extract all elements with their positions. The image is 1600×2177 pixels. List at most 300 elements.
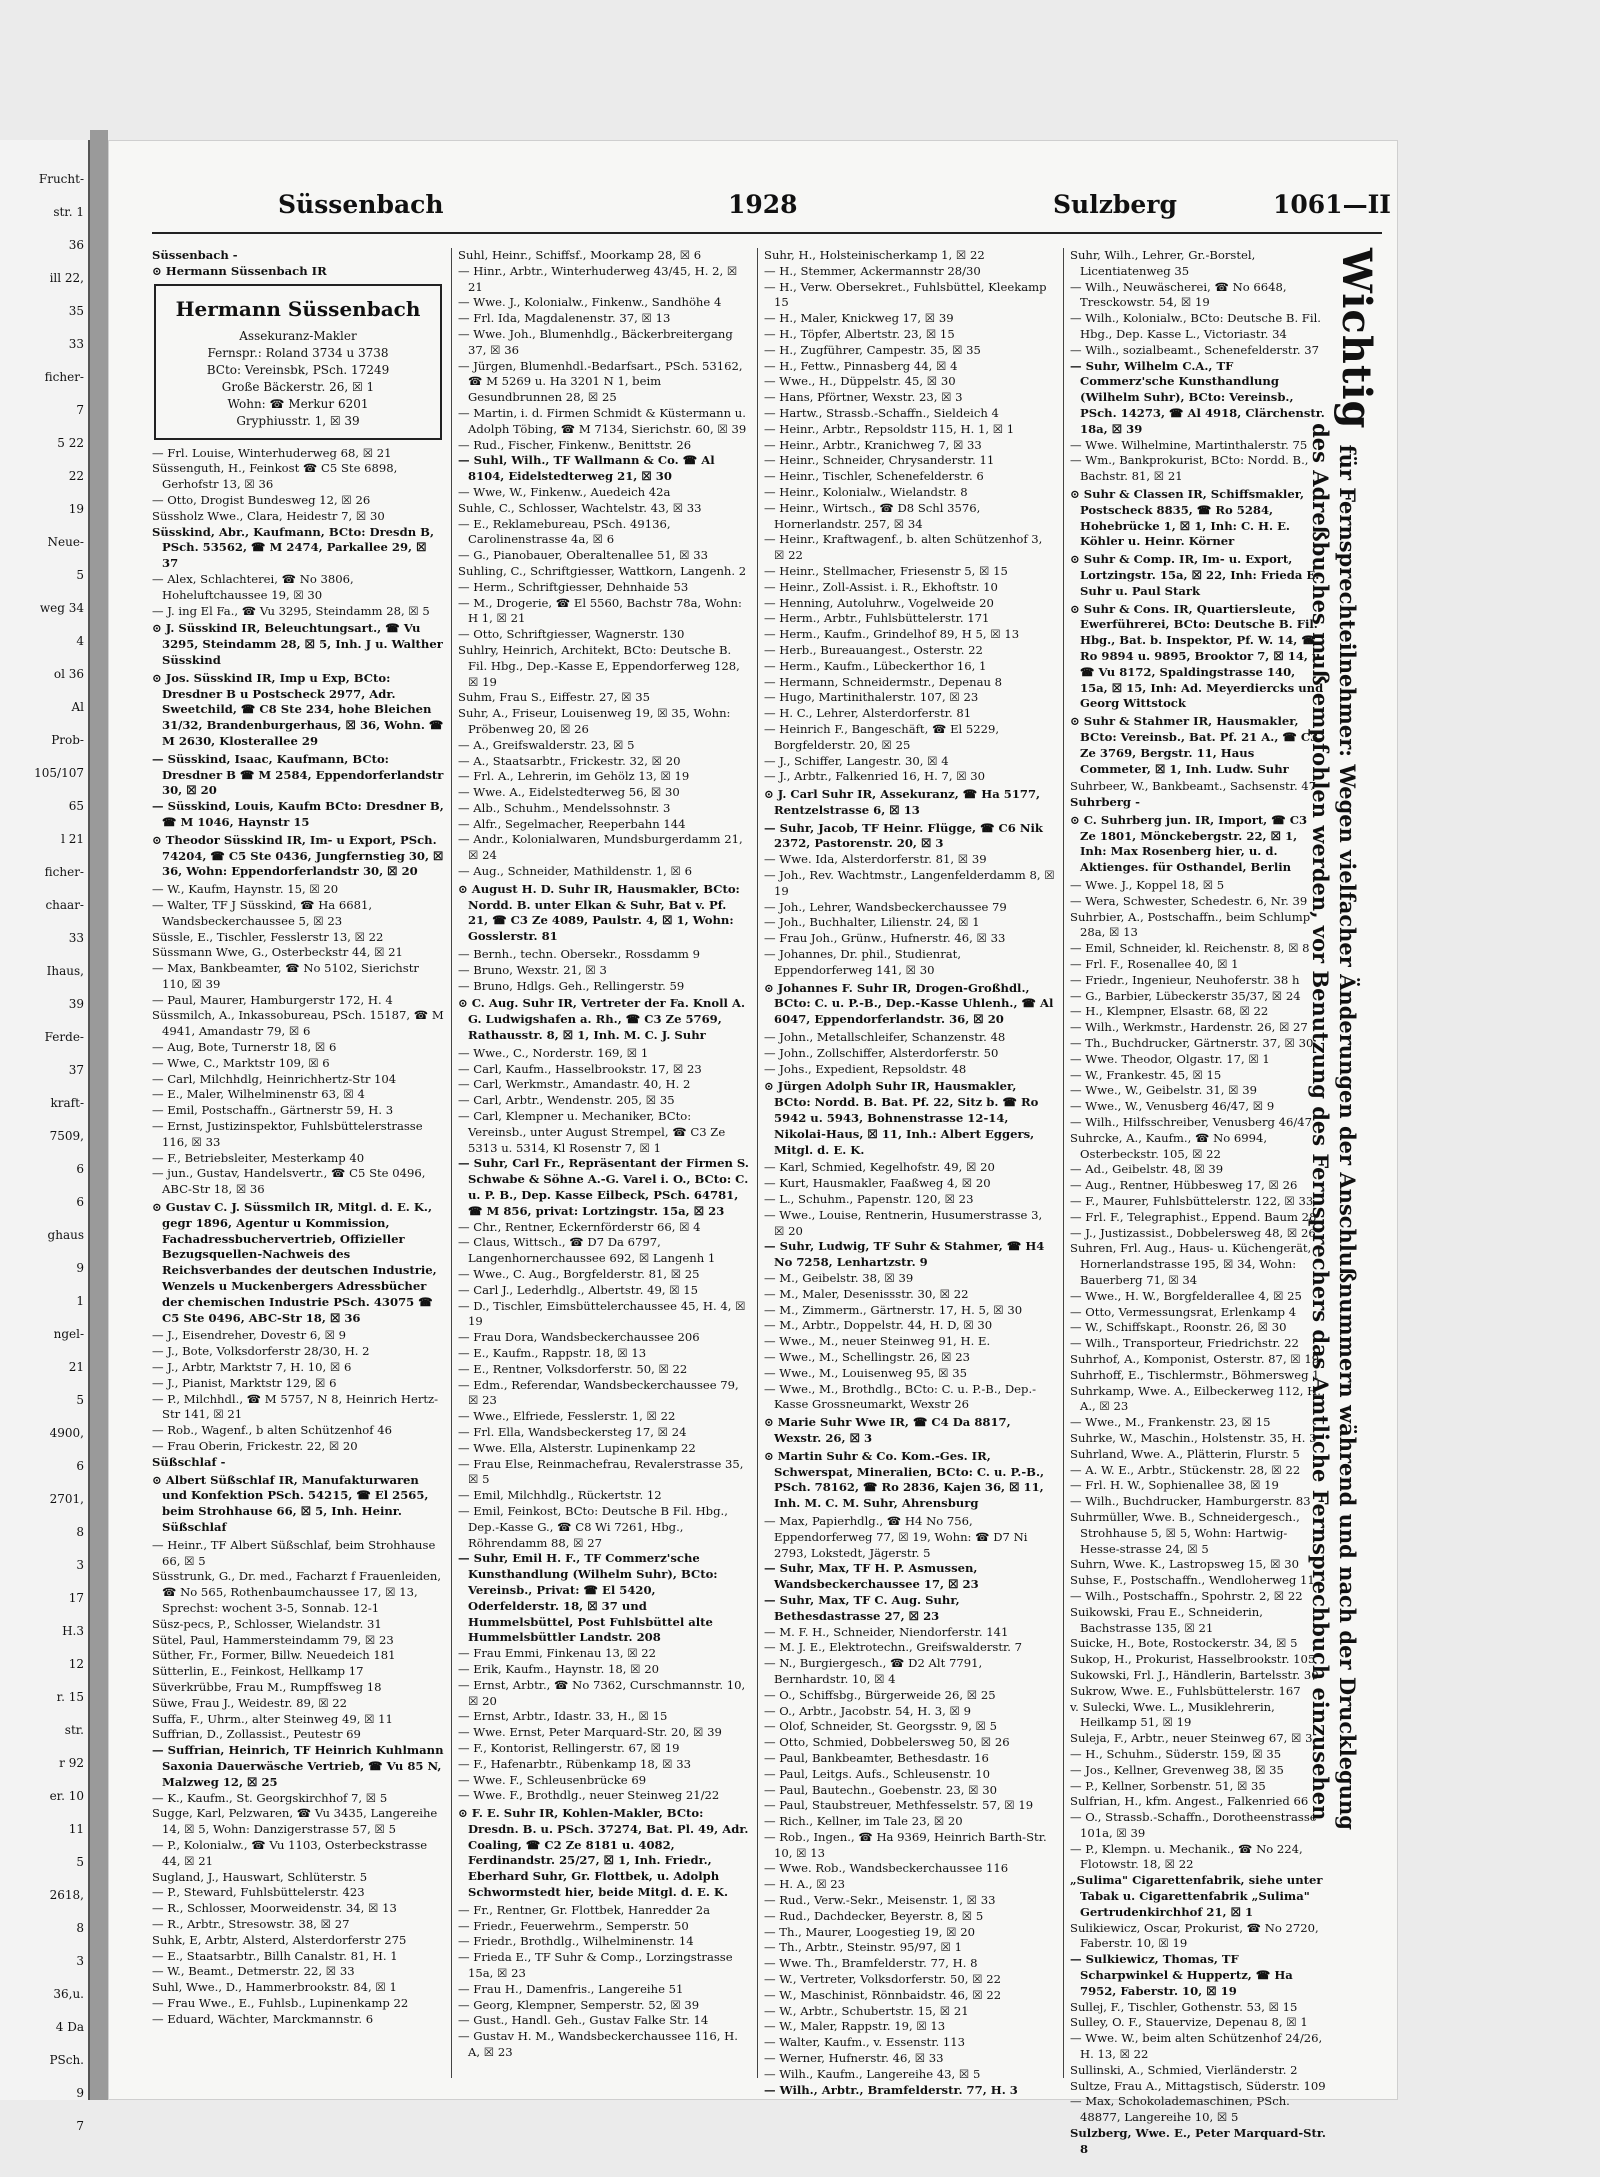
directory-entry: Süssenguth, H., Feinkost ☎ C5 Ste 6898, Gerhofstr 13, ☒ 36	[152, 461, 398, 492]
directory-entry: Suikowski, Frau E., Schneiderin, Bachstrasse 135, ☒ 21	[1070, 1604, 1263, 1635]
left-page-text-fragment: Frucht-	[38, 172, 84, 186]
directory-entry: — M. F. H., Schneider, Niendorferstr. 141	[764, 1624, 1009, 1639]
directory-entry: — Frau Else, Reinmachefrau, Revalerstrasse 35, ☒ 5	[458, 1456, 744, 1487]
directory-entry: Suhrbier, A., Postschaffn., beim Schlump 28a, ☒ 13	[1070, 909, 1311, 940]
directory-entry: — Rich., Kellner, im Tale 23, ☒ 20	[764, 1814, 963, 1829]
directory-entry: Suhrcke, A., Kaufm., ☎ No 6994, Osterbeckstr. 105, ☒ 22	[1070, 1130, 1268, 1161]
directory-entry: — G., Barbier, Lübeckerstr 35/37, ☒ 24	[1070, 988, 1301, 1003]
directory-entry: — H., Klempner, Elsastr. 68, ☒ 22	[1070, 1004, 1269, 1019]
left-page-text-fragment: 7	[76, 2119, 84, 2133]
directory-entry: — Wwe., M., Brothdlg., BCto: C. u. P.-B., Dep.-Kasse Grossneumarkt, Wexstr 26	[764, 1381, 1037, 1412]
directory-entry: — H., Schuhm., Süderstr. 159, ☒ 35	[1070, 1746, 1282, 1761]
directory-entry: — J., Eisendreher, Dovestr 6, ☒ 9	[152, 1328, 347, 1343]
left-page-text-fragment: str. 1	[53, 205, 84, 219]
ad-line: Gryphiusstr. 1, ☒ 39	[236, 413, 360, 428]
directory-entry: — Emil, Feinkost, BCto: Deutsche B Fil. Hbg., Dep.-Kasse G., ☎ C8 Wi 7261, Hbg., Röhrendamm 88, ☒ 27	[458, 1503, 728, 1550]
directory-entry: Süssenbach -	[152, 248, 238, 262]
directory-entry: — Heinr., Schneider, Chrysanderstr. 11	[764, 453, 995, 468]
firm-entry: ⊙ Marie Suhr Wwe IR, ☎ C4 Da 8817, Wexstr. 26, ☒ 3	[764, 1415, 1011, 1445]
left-page-text-fragment: 33	[68, 337, 84, 351]
directory-entry: Suhk, E, Arbtr, Alsterd, Alsterdorferstr 275	[152, 1932, 407, 1947]
left-page-text-fragment: 4	[76, 634, 84, 648]
directory-entry: — Wwe. Wilhelmine, Martinthalerstr. 75	[1070, 437, 1308, 452]
directory-entry: — John., Zollschiffer, Alsterdorferstr. 50	[764, 1045, 999, 1060]
firm-entry: ⊙ Johannes F. Suhr IR, Drogen-Großhdl., BCto: C. u. P.-B., Dep.-Kasse Uhlenh., ☎ Al 6047, Eppendorferlandstr. 36, ☒ 20	[764, 980, 1054, 1027]
left-page-text-fragment: Ferde-	[44, 1030, 84, 1044]
directory-entry: — E., Rentner, Volksdorferstr. 50, ☒ 22	[458, 1361, 688, 1376]
directory-entry: — Wwe., M., neuer Steinweg 91, H. E.	[764, 1334, 991, 1349]
directory-entry: — E., Maler, Wilhelminenstr 63, ☒ 4	[152, 1087, 365, 1102]
directory-entry: — Walter, TF J Süsskind, ☎ Ha 6681, Wandsbeckerchaussee 5, ☒ 23	[152, 897, 373, 928]
directory-entry: — Wwe., M., Schellingstr. 26, ☒ 23	[764, 1349, 970, 1364]
directory-entry: — A., Staatsarbtr., Frickestr. 32, ☒ 20	[458, 753, 681, 768]
directory-entry: Suhrmüller, Wwe. B., Schneidergesch., Strohhause 5, ☒ 5, Wohn: Hartwig-Hesse-strasse 24, ☒ 5	[1070, 1509, 1300, 1556]
directory-entry: Sukop, H., Prokurist, Hasselbrookstr. 105	[1070, 1652, 1316, 1667]
left-page-text-fragment: 5 22	[57, 436, 84, 450]
left-page-text-fragment: 5	[76, 1855, 84, 1869]
left-page-text-fragment: 17	[68, 1591, 84, 1605]
directory-entry: — R., Arbtr., Stresowstr. 38, ☒ 27	[152, 1916, 350, 1931]
directory-entry: — P., Klempn. u. Mechanik., ☎ No 224, Flotowstr. 18, ☒ 22	[1070, 1841, 1303, 1872]
directory-entry: — P., Kolonialw., ☎ Vu 1103, Osterbeckstrasse 44, ☒ 21	[152, 1837, 428, 1868]
left-page-text-fragment: 12	[68, 1657, 84, 1671]
left-page-text-fragment: 3	[76, 1558, 84, 1572]
directory-entry: — Wwe. Theodor, Olgastr. 17, ☒ 1	[1070, 1051, 1270, 1066]
directory-entry: — Heinr., Kraftwagenf., b. alten Schützenhof 3, ☒ 22	[764, 532, 1043, 563]
left-page-text-fragment: ol 36	[53, 667, 84, 681]
directory-entry: — Chr., Rentner, Eckernförderstr 66, ☒ 4	[458, 1219, 701, 1234]
directory-entry: — Wwe. Ida, Alsterdorferstr. 81, ☒ 39	[764, 852, 987, 867]
directory-entry: — Herm., Schriftgiesser, Dehnhaide 53	[458, 579, 689, 594]
directory-entry: — Friedr., Brothdlg., Wilhelminenstr. 14	[458, 1934, 694, 1949]
directory-entry: Suffa, F., Uhrm., alter Steinweg 49, ☒ 11	[152, 1711, 393, 1726]
directory-entry: — H., Stemmer, Ackermannstr 28/30	[764, 263, 981, 278]
directory-entry: — H., Zugführer, Campestr. 35, ☒ 35	[764, 342, 981, 357]
vertical-notice-banner	[1308, 248, 1388, 2068]
directory-entry: — H., Töpfer, Albertstr. 23, ☒ 15	[764, 326, 955, 341]
directory-column-4	[1070, 248, 1326, 2156]
directory-entry: — Friedr., Ingenieur, Neuhoferstr. 38 h	[1070, 972, 1300, 987]
directory-entry: — Wilh., sozialbeamt., Schenefelderstr. 37	[1070, 342, 1319, 357]
directory-entry: — Frl. Louise, Winterhuderweg 68, ☒ 21	[152, 445, 392, 460]
left-page-text-fragment: 2701,	[49, 1492, 84, 1506]
directory-entry: — F., Maurer, Fuhlsbüttelerstr. 122, ☒ 33	[1070, 1194, 1314, 1209]
directory-entry: — Heinr., Stellmacher, Friesenstr 5, ☒ 15	[764, 563, 1008, 578]
firm-entry: ⊙ Theodor Süsskind IR, Im- u Export, PSch. 74204, ☎ C5 Ste 0436, Jungfernstieg 30, ☒ 36, Wohn: Eppendorferlandstr 30, ☒ 20	[152, 832, 444, 879]
header-year: 1928	[728, 190, 798, 219]
directory-entry: Suhrbeer, W., Bankbeamt., Sachsenstr. 47	[1070, 779, 1317, 794]
directory-entry: — Aug, Bote, Turnerstr 18, ☒ 6	[152, 1040, 337, 1055]
directory-entry: — Frl. F., Rosenallee 40, ☒ 1	[1070, 957, 1239, 972]
directory-entry: — H., Maler, Knickweg 17, ☒ 39	[764, 311, 954, 326]
left-page-text-fragment: 36	[68, 238, 84, 252]
directory-entry: — Paul, Staubstreuer, Methfesselstr. 57, ☒ 19	[764, 1798, 1034, 1813]
directory-entry: — Wwe. F., Brothdlg., neuer Steinweg 21/22	[458, 1788, 720, 1803]
directory-entry: — P., Kellner, Sorbenstr. 51, ☒ 35	[1070, 1778, 1266, 1793]
directory-entry: — Frl. H. W., Sophienallee 38, ☒ 19	[1070, 1478, 1279, 1493]
directory-entry: — Wwe., Louise, Rentnerin, Husumerstrasse 3, ☒ 20	[764, 1207, 1043, 1238]
advertisement-box	[154, 284, 442, 440]
book-gutter	[90, 130, 108, 2100]
left-page-text-fragment: 8	[76, 1921, 84, 1935]
left-page-text-fragment: Al	[71, 700, 84, 714]
directory-entry: Suffrian, D., Zollassist., Peutestr 69	[152, 1727, 361, 1742]
directory-entry: — M., Drogerie, ☎ El 5560, Bachstr 78a, Wohn: H 1, ☒ 21	[458, 595, 742, 626]
directory-entry: — Wilh., Arbtr., Bramfelderstr. 77, H. 3	[764, 2082, 1018, 2097]
directory-entry: — E., Kaufm., Rappstr. 18, ☒ 13	[458, 1345, 647, 1360]
firm-entry: ⊙ Suhr & Classen IR, Schiffsmakler, Postscheck 8835, ☎ Ro 5284, Hohebrücke 1, ☒ 1, Inh: C. H. E. Köhler u. Heinr. Körner	[1070, 486, 1305, 549]
directory-column-2	[458, 248, 750, 2078]
directory-entry: — Emil, Postschaffn., Gärtnerstr 59, H. 3	[152, 1103, 394, 1118]
directory-entry: Suhl, Heinr., Schiffsf., Moorkamp 28, ☒ 6	[458, 248, 702, 262]
left-page-text-fragment: 4900,	[49, 1426, 84, 1440]
directory-entry: — Herb., Bureauangest., Osterstr. 22	[764, 642, 983, 657]
directory-entry: — Gustav H. M., Wandsbeckerchaussee 116, H. A, ☒ 23	[458, 2029, 738, 2060]
directory-entry: — Carl, Milchhdlg, Heinrichhertz-Str 104	[152, 1071, 397, 1086]
directory-entry: — Wilh., Transporteur, Friedrichstr. 22	[1070, 1336, 1299, 1351]
directory-entry: — Heinr., TF Albert Süßschlaf, beim Strohhause 66, ☒ 5	[152, 1537, 436, 1568]
directory-entry: — Hartw., Strassb.-Schaffn., Sieldeich 4	[764, 405, 999, 420]
directory-entry: — Bruno, Hdlgs. Geh., Rellingerstr. 59	[458, 978, 685, 993]
directory-entry: — Wwe., H., Düppelstr. 45, ☒ 30	[764, 374, 956, 389]
left-page-text-fragment: ghaus	[47, 1228, 84, 1242]
left-page-text-fragment: 35	[68, 304, 84, 318]
directory-entry: — Frau Joh., Grünw., Hufnerstr. 46, ☒ 33	[764, 931, 1006, 946]
header-right-keyword: Sulzberg	[1053, 190, 1177, 219]
directory-entry: — Frl. F., Telegraphist., Eppend. Baum 28	[1070, 1209, 1317, 1224]
column-divider	[1063, 248, 1064, 2078]
directory-entry: Suhse, F., Postschaffn., Wendloherweg 11	[1070, 1573, 1315, 1588]
directory-entry: — H., Verw. Obersekret., Fuhlsbüttel, Kleekamp 15	[764, 279, 1047, 310]
directory-entry: Suhr, A., Friseur, Louisenweg 19, ☒ 35, Wohn: Pröbenweg 20, ☒ 26	[458, 706, 731, 736]
directory-entry: — Frl. Ida, Magdalenenstr. 37, ☒ 13	[458, 311, 671, 326]
directory-entry: v. Sulecki, Wwe. L., Musiklehrerin, Heilkamp 51, ☒ 19	[1070, 1699, 1275, 1730]
directory-entry: — jun., Gustav, Handelsvertr., ☎ C5 Ste 0496, ABC-Str 18, ☒ 36	[152, 1166, 426, 1197]
firm-entry: ⊙ J. Carl Suhr IR, Assekuranz, ☎ Ha 5177, Rentzelstrasse 6, ☒ 13	[764, 787, 1041, 817]
directory-entry: „Sulima" Cigarettenfabrik, siehe unter Tabak u. Cigarettenfabrik „Sulima" Gertrudenkirchhof 21, ☒ 1	[1070, 1873, 1323, 1919]
directory-entry: — E., Staatsarbtr., Billh Canalstr. 81, H. 1	[152, 1948, 398, 1963]
directory-entry: — Bernh., techn. Obersekr., Rossdamm 9	[458, 947, 700, 962]
directory-entry: Suicke, H., Bote, Rostockerstr. 34, ☒ 5	[1070, 1636, 1298, 1651]
directory-entry: — Wwe. Th., Bramfelderstr. 77, H. 8	[764, 1956, 978, 1971]
directory-entry: Sukowski, Frl. J., Händlerin, Bartelsstr. 30	[1070, 1667, 1319, 1682]
firm-entry: ⊙ Martin Suhr & Co. Kom.-Ges. IR, Schwerspat, Mineralien, BCto: C. u. P.-B., PSch. 78162, ☎ Ro 2836, Kajen 36, ☒ 11, Inh. M. C. M. Suhr, Ahrensburg	[764, 1448, 1045, 1511]
directory-entry: — Th., Buchdrucker, Gärtnerstr. 37, ☒ 30	[1070, 1036, 1314, 1051]
firm-entry: ⊙ F. E. Suhr IR, Kohlen-Makler, BCto: Dresdn. B. u. PSch. 37274, Bat. Pl. 49, Adr. Coaling, ☎ C2 Ze 8181 u. 4082, Ferdinandstr. 25/27, ☒ 1, Inh. Friedr., Eberhard Suhr, Gr. Flottbek, u. Adolph Schwormstedt hier, beide Mitgl. d. E. K.	[458, 1806, 749, 1900]
header-rule	[152, 232, 1382, 234]
directory-entry: — Max, Papierhdlg., ☎ H4 No 756, Eppendorferweg 77, ☒ 19, Wohn: ☎ D7 Ni 2793, Lokstedt, Jägerstr. 5	[764, 1513, 1028, 1560]
left-page-text-fragment: 7509,	[49, 1129, 84, 1143]
directory-entry: — Wwe. Rob., Wandsbeckerchaussee 116	[764, 1861, 1009, 1876]
left-page-text-fragment: ngel-	[53, 1327, 84, 1341]
directory-entry: — D., Tischler, Eimsbüttelerchaussee 45, H. 4, ☒ 19	[458, 1298, 746, 1329]
left-page-text-fragment: PSch.	[49, 2053, 84, 2067]
directory-entry: — Wwe, C., Marktstr 109, ☒ 6	[152, 1055, 330, 1070]
directory-entry: Süverkrübbe, Frau M., Rumpffsweg 18	[152, 1679, 382, 1694]
page-header	[148, 190, 1391, 230]
directory-entry: — Wwe., C. Aug., Borgfelderstr. 81, ☒ 25	[458, 1267, 700, 1281]
directory-entry: — Frau Oberin, Frickestr. 22, ☒ 20	[152, 1439, 358, 1453]
directory-entry: — Rob., Ingen., ☎ Ha 9369, Heinrich Barth-Str. 10, ☒ 13	[764, 1829, 1047, 1860]
directory-entry: Süssle, E., Tischler, Fesslerstr 13, ☒ 22	[152, 929, 384, 944]
left-page-text-fragment: 6	[76, 1162, 84, 1176]
directory-entry: Suhr, H., Holsteinischerkamp 1, ☒ 22	[764, 248, 985, 262]
directory-entry: — A. W. E., Arbtr., Stückenstr. 28, ☒ 22	[1070, 1462, 1301, 1477]
directory-entry: — Wwe., W., Geibelstr. 31, ☒ 39	[1070, 1083, 1258, 1098]
directory-entry: — Jos., Kellner, Grevenweg 38, ☒ 35	[1070, 1762, 1284, 1777]
firm-entry: ⊙ Gustav C. J. Süssmilch IR, Mitgl. d. E. K., gegr 1896, Agentur u Kommission, Fachadressbuchervertrieb, Offizieller Bezugsquellen-Nachweis des Reichsverbandes der deutschen Industrie, Wenzels u Muckenbergers Adressbücher der chemischen Industrie PSch. 43075 ☎ C5 Ste 0496, ABC-Str 18, ☒ 36	[152, 1200, 437, 1325]
directory-entry: — Wilh., Postschaffn., Spohrstr. 2, ☒ 22	[1070, 1588, 1303, 1603]
left-page-text-fragment: 22	[68, 469, 84, 483]
directory-entry: — Wwe, W., Finkenw., Auedeich 42a	[458, 484, 671, 499]
firm-entry: ⊙ August H. D. Suhr IR, Hausmakler, BCto: Nordd. B. unter Elkan & Suhr, Bat v. Pf. 21, ☎ C3 Ze 4089, Paulstr. 4, ☒ 1, Wohn: Gosslerstr. 81	[458, 881, 740, 944]
directory-entry: — L., Schuhm., Papenstr. 120, ☒ 23	[764, 1192, 974, 1207]
directory-entry: Süssmilch, A., Inkassobureau, PSch. 15187, ☎ M 4941, Amandastr 79, ☒ 6	[152, 1008, 444, 1039]
left-page-text-fragment: Neue-	[47, 535, 84, 549]
directory-entry: — O., Strassb.-Schaffn., Dorotheenstrasse 101a, ☒ 39	[1070, 1810, 1317, 1840]
directory-entry: — Ernst, Arbtr., ☎ No 7362, Curschmannstr. 10, ☒ 20	[458, 1677, 746, 1708]
directory-entry: — Frau Dora, Wandsbeckerchaussee 206	[458, 1330, 700, 1345]
directory-entry: — W., Vertreter, Volksdorferstr. 50, ☒ 22	[764, 1972, 1001, 1987]
directory-entry: — Kurt, Hausmakler, Faaßweg 4, ☒ 20	[764, 1176, 991, 1191]
directory-entry: Suhlry, Heinrich, Architekt, BCto: Deutsche B. Fil. Hbg., Dep.-Kasse E, Eppendorferweg 128, ☒ 19	[458, 642, 740, 689]
directory-entry: — J., Arbtr., Falkenried 16, H. 7, ☒ 30	[764, 769, 986, 784]
directory-entry: — Otto, Schmied, Dobbelersweg 50, ☒ 26	[764, 1735, 1010, 1750]
notice-heading: Wichtig	[1333, 248, 1380, 430]
directory-entry: — Wwe. J., Kolonialw., Finkenw., Sandhöhe 4	[458, 295, 722, 310]
header-left-keyword: Süssenbach	[278, 190, 444, 219]
directory-entry: Sulfrian, H., kfm. Angest., Falkenried 66	[1070, 1794, 1309, 1809]
left-page-text-fragment: weg 34	[39, 601, 84, 615]
directory-entry: — Wwe., Elfriede, Fesslerstr. 1, ☒ 22	[458, 1409, 676, 1424]
directory-entry: — Jürgen, Blumenhdl.-Bedarfsart., PSch. 53162, ☎ M 5269 u. Ha 3201 N 1, beim Gesundbrunnen 28, ☒ 25	[458, 358, 743, 405]
directory-entry: — F., Betriebsleiter, Mesterkamp 40	[152, 1150, 365, 1165]
directory-entry: Suhm, Frau S., Eiffestr. 27, ☒ 35	[458, 690, 650, 705]
left-page-text-fragment: 105/107	[34, 766, 84, 780]
directory-entry: — J., Pianist, Marktstr 129, ☒ 6	[152, 1375, 337, 1390]
directory-entry: — N., Burgiergesch., ☎ D2 Alt 7791, Bernhardstr. 10, ☒ 4	[764, 1656, 983, 1686]
ad-line: Wohn: ☎ Merkur 6201	[227, 396, 369, 411]
firm-entry: ⊙ Albert Süßschlaf IR, Manufakturwaren und Konfektion PSch. 54215, ☎ El 2565, beim Strohhause 66, ☒ 5, Inh. Heinr. Süßschlaf	[152, 1472, 429, 1534]
left-page-text-fragment: 5	[76, 568, 84, 582]
directory-entry: — Max, Schokolademaschinen, PSch. 48877, Langereihe 10, ☒ 5	[1070, 2094, 1290, 2125]
directory-entry: — Ad., Geibelstr. 48, ☒ 39	[1070, 1162, 1224, 1177]
directory-entry: — Paul, Leitgs. Aufs., Schleusenstr. 10	[764, 1766, 991, 1781]
notice-text-line-2: des Adreßbuches muß empfohlen werden, vor Benutzung des Fernsprechers das Amtliche Fernsprechbuch einzusehen	[1308, 423, 1333, 1821]
left-page-text-fragment: 65	[68, 799, 84, 813]
firm-entry: ⊙ Suhr & Stahmer IR, Hausmakler, BCto: Vereinsb., Bat. Pf. 21 A., ☎ C3 Ze 3769, Bergstr. 11, Haus Commeter, ☒ 1, Inh. Ludw. Suhr	[1070, 714, 1319, 776]
left-page-text-fragment: 1	[76, 1294, 84, 1308]
ad-line: BCto: Vereinsbk, PSch. 17249	[206, 362, 390, 377]
directory-entry: — Joh., Lehrer, Wandsbeckerchaussee 79	[764, 899, 1007, 914]
directory-entry: — Herm., Kaufm., Grindelhof 89, H 5, ☒ 13	[764, 627, 1020, 642]
directory-entry: Sukrow, Wwe. E., Fuhlsbüttelerstr. 167	[1070, 1683, 1301, 1698]
directory-entry: — Wwe., M., Louisenweg 95, ☒ 35	[764, 1365, 967, 1380]
directory-entry: — Fr., Rentner, Gr. Flottbek, Hanredder 2a	[458, 1902, 711, 1917]
left-page-text-fragment: l 21	[61, 832, 84, 846]
directory-entry: — W., Beamt., Detmerstr. 22, ☒ 33	[152, 1964, 355, 1979]
directory-entry: Sullinski, A., Schmied, Vierländerstr. 2	[1070, 2062, 1298, 2077]
directory-entry: — Alex, Schlachterei, ☎ No 3806, Hoheluftchaussee 19, ☒ 30	[152, 571, 354, 602]
directory-entry: Sulzberg, Wwe. E., Peter Marquard-Str. 8	[1070, 2126, 1326, 2156]
directory-entry: — Gust., Handl. Geh., Gustav Falke Str. 14	[458, 2013, 709, 2028]
directory-entry: — Frieda E., TF Suhr & Comp., Lorzingstrasse 15a, ☒ 23	[458, 1950, 733, 1981]
directory-entry: — E., Reklamebureau, PSch. 49136, Carolinenstrasse 4a, ☒ 6	[458, 516, 671, 547]
left-page-text-fragment: 11	[68, 1822, 84, 1836]
directory-entry: Suhr, Wilh., Lehrer, Gr.-Borstel, Licentiatenweg 35	[1070, 248, 1256, 278]
directory-entry: — Heinr., Arbtr., Kranichweg 7, ☒ 33	[764, 437, 982, 452]
directory-entry: — P., Milchhdl., ☎ M 5757, N 8, Heinrich Hertz-Str 141, ☒ 21	[152, 1391, 439, 1422]
left-page-text-fragment: 7	[76, 403, 84, 417]
left-page-fragment	[0, 140, 90, 2133]
directory-entry: — Wwe. Ernst, Peter Marquard-Str. 20, ☒ 39	[458, 1725, 722, 1740]
directory-entry: Suhrland, Wwe. A., Plätterin, Flurstr. 5	[1070, 1446, 1300, 1461]
directory-entry: — Frau Wwe., E., Fuhlsb., Lupinenkamp 22	[152, 1995, 409, 2010]
directory-column-3	[764, 248, 1056, 2097]
directory-entry: — Wwe., W., Venusberg 46/47, ☒ 9	[1070, 1099, 1275, 1114]
directory-entry: — M., Arbtr., Doppelstr. 44, H. D, ☒ 30	[764, 1318, 993, 1333]
notice-text-line-1: für Fernsprechteilnehmer: Wegen vielfacher Änderungen der Anschlußnummern während und nach der Drucklegung	[1335, 444, 1360, 1830]
directory-entry: — Aug., Rentner, Hübbesweg 17, ☒ 26	[1070, 1178, 1298, 1193]
directory-entry: Suhrhoff, E., Tischlermstr., Böhmersweg 1	[1070, 1367, 1320, 1382]
directory-entry: — Frau Emmi, Finkenau 13, ☒ 22	[458, 1646, 657, 1661]
directory-entry: — Carl J., Lederhdlg., Albertstr. 49, ☒ 15	[458, 1282, 699, 1297]
directory-entry: — Paul, Bankbeamter, Bethesdastr. 16	[764, 1750, 989, 1765]
directory-entry: — Suhr, Max, TF H. P. Asmussen, Wandsbeckerchaussee 17, ☒ 23	[764, 1561, 979, 1592]
directory-entry: — W., Kaufm, Haynstr. 15, ☒ 20	[152, 882, 339, 897]
directory-entry: — Wwe. Joh., Blumenhdlg., Bäckerbreitergang 37, ☒ 36	[458, 326, 733, 357]
left-page-text-fragment: 9	[76, 1261, 84, 1275]
directory-entry: — H. C., Lehrer, Alsterdorferstr. 81	[764, 706, 972, 721]
left-page-text-fragment: 37	[68, 1063, 84, 1077]
directory-entry: — Wilh., Kolonialw., BCto: Deutsche B. Fil. Hbg., Dep. Kasse L., Victoriastr. 34	[1070, 311, 1321, 341]
directory-entry: — Hinr., Arbtr., Winterhuderweg 43/45, H. 2, ☒ 21	[458, 263, 738, 294]
directory-entry: Süther, Fr., Former, Billw. Neuedeich 181	[152, 1648, 396, 1663]
directory-entry: Sulley, O. F., Stauervize, Depenau 8, ☒ 1	[1070, 2015, 1308, 2030]
directory-entry: Sütterlin, E., Feinkost, Hellkamp 17	[152, 1664, 364, 1679]
directory-entry: — Hans, Pförtner, Wexstr. 23, ☒ 3	[764, 390, 963, 405]
left-page-text-fragment: chaar-	[45, 898, 84, 912]
directory-entry: Sulikiewicz, Oscar, Prokurist, ☎ No 2720, Faberstr. 10, ☒ 19	[1070, 1920, 1319, 1951]
left-page-text-fragment: ficher-	[44, 370, 84, 384]
ad-line: Fernspr.: Roland 3734 u 3738	[207, 345, 389, 360]
firm-entry: ⊙ Jos. Süsskind IR, Imp u Exp, BCto: Dresdner B u Postscheck 2977, Adr. Sweetchild, ☎ C8 Ste 234, hohe Bleichen 31/32, Brandenburgerhaus, ☒ 36, Wohn. ☎ M 2630, Klosterallee 29	[152, 670, 444, 748]
directory-entry: — Erik, Kaufm., Haynstr. 18, ☒ 20	[458, 1661, 660, 1676]
directory-entry: Süsstrunk, G., Dr. med., Facharzt f Frauenleiden, ☎ No 565, Rothenbaumchaussee 17, ☒ 13, Sprechst: wochent 3-5, Sonnab. 12-1	[152, 1569, 442, 1615]
directory-entry: Sultze, Frau A., Mittagstisch, Süderstr. 109	[1070, 2078, 1326, 2093]
directory-entry: — John., Metallschleifer, Schanzenstr. 48	[764, 1030, 1006, 1045]
directory-entry: — Aug., Schneider, Mathildenstr. 1, ☒ 6	[458, 864, 692, 879]
directory-entry: — Andr., Kolonialwaren, Mundsburgerdamm 21, ☒ 24	[458, 832, 743, 863]
left-page-text-fragment: r 92	[59, 1756, 84, 1770]
directory-entry: — F., Kontorist, Rellingerstr. 67, ☒ 19	[458, 1740, 680, 1755]
firm-entry: ⊙ Suhr & Cons. IR, Quartiersleute, Ewerführerei, BCto: Deutsche B. Fil. Hbg., Bat. b. Inspektor, Pf. W. 14, ☎ Ro 9894 u. 9895, Brooktor 7, ☒ 14, u. ☎ Vu 8172, Spaldingstrasse 140, 15a, ☒ 15, Inh: Ad. Meyerdiercks und Georg Wittstock	[1070, 601, 1325, 711]
directory-entry: — J., Schiffer, Langestr. 30, ☒ 4	[764, 753, 949, 768]
left-page-text-fragment: H.3	[62, 1624, 84, 1638]
left-page-text-fragment: str.	[64, 1723, 84, 1737]
directory-entry: — Joh., Rev. Wachtmstr., Langenfelderdamm 8, ☒ 19	[764, 868, 1055, 898]
directory-entry: — J. ing El Fa., ☎ Vu 3295, Steindamm 28, ☒ 5	[152, 603, 430, 618]
directory-entry: — Joh., Buchhalter, Lilienstr. 24, ☒ 1	[764, 915, 980, 930]
directory-entry: — Heinr., Zoll-Assist. i. R., Ekhoftstr. 10	[764, 579, 998, 594]
directory-page	[108, 140, 1398, 2156]
ad-line: Assekuranz-Makler	[239, 328, 357, 343]
directory-entry: Suhrkamp, Wwe. A., Eilbeckerweg 112, H. A., ☒ 23	[1070, 1383, 1321, 1414]
directory-entry: — Carl, Kaufm., Hasselbrookstr. 17, ☒ 23	[458, 1061, 702, 1076]
header-page-number: 1061—II	[1273, 190, 1391, 219]
left-page-text-fragment: ill 22,	[49, 271, 84, 285]
directory-entry: — Claus, Wittsch., ☎ D7 Da 6797, Langenhornerchaussee 692, ☒ Langenh 1	[458, 1235, 716, 1266]
directory-entry: — Rob., Wagenf., b alten Schützenhof 46	[152, 1423, 393, 1438]
left-page-text-fragment: 19	[68, 502, 84, 516]
directory-entry: — P., Steward, Fuhlsbüttelerstr. 423	[152, 1885, 365, 1900]
directory-entry: Suhle, C., Schlosser, Wachtelstr. 43, ☒ 33	[458, 500, 702, 515]
directory-entry: — H., Fettw., Pinnasberg 44, ☒ 4	[764, 358, 958, 373]
directory-entry: — W., Maschinist, Rönnbaidstr. 46, ☒ 22	[764, 1987, 1002, 2002]
firm-entry: ⊙ J. Süsskind IR, Beleuchtungsart., ☎ Vu 3295, Steindamm 28, ☒ 5, Inh. J u. Walther Süsskind	[152, 621, 443, 667]
directory-entry: — M. J. E., Elektrotechn., Greifswalderstr. 7	[764, 1640, 1023, 1655]
firm-entry: ⊙ C. Aug. Suhr IR, Vertreter der Fa. Knoll A. G. Ludwigshafen a. Rh., ☎ C3 Ze 5769, Rathausstr. 8, ☒ 1, Inh. M. C. J. Suhr	[458, 996, 746, 1043]
directory-entry: Suhrke, W., Maschin., Holstenstr. 35, H. 3	[1070, 1430, 1317, 1445]
directory-entry: — Wwe., C., Norderstr. 169, ☒ 1	[458, 1045, 649, 1060]
directory-entry: — Friedr., Feuerwehrm., Semperstr. 50	[458, 1918, 689, 1933]
directory-entry: — Wwe., M., Frankenstr. 23, ☒ 15	[1070, 1415, 1271, 1430]
directory-entry: — Wm., Bankprokurist, BCto: Nordd. B., Bachstr. 81, ☒ 21	[1070, 453, 1309, 484]
directory-entry: Süssmann Wwe, G., Osterbeckstr 44, ☒ 21	[152, 945, 403, 960]
left-page-text-fragment: 6	[76, 1459, 84, 1473]
directory-entry: — Suhr, Emil H. F., TF Commerz'sche Kunsthandlung (Wilhelm Suhr), BCto: Vereinsb., Privat: ☎ El 5420, Oderfelderstr. 18, ☒ 37 und Hummelsbüttel, Post Fuhlsbüttel alte Hummelsbüttler Landstr. 208	[458, 1551, 718, 1645]
directory-entry: — Otto, Vermessungsrat, Erlenkamp 4	[1070, 1304, 1297, 1319]
directory-entry: Suhren, Frl. Aug., Haus- u. Küchengerät, Hornerlandstrasse 195, ☒ 34, Wohn: Bauerberg 71, ☒ 34	[1070, 1241, 1312, 1287]
directory-entry: — W., Schiffskapt., Roonstr. 26, ☒ 30	[1070, 1320, 1287, 1335]
directory-entry: — Heinr., Wirtsch., ☎ D8 Schl 3576, Hornerlandstr. 257, ☒ 34	[764, 500, 981, 531]
directory-entry: — Suhr, Ludwig, TF Suhr & Stahmer, ☎ H4 No 7258, Lenhartzstr. 9	[764, 1239, 1045, 1270]
directory-entry: Süssholz Wwe., Clara, Heidestr 7, ☒ 30	[152, 508, 385, 523]
directory-entry: — W., Arbtr., Schubertstr. 15, ☒ 21	[764, 2003, 969, 2018]
directory-entry: — J., Justizassist., Dobbelersweg 48, ☒ 26	[1070, 1225, 1316, 1240]
directory-entry: — Süsskind, Isaac, Kaufmann, BCto: Dresdner B ☎ M 2584, Eppendorferlandstr 30, ☒ 20	[152, 751, 444, 798]
directory-entry: Suhrn, Wwe. K., Lastropsweg 15, ☒ 30	[1070, 1557, 1300, 1572]
directory-entry: — Th., Arbtr., Steinstr. 95/97, ☒ 1	[764, 1940, 962, 1955]
left-page-text-fragment: Prob-	[51, 733, 84, 747]
directory-entry: — Wilh., Buchdrucker, Hamburgerstr. 83	[1070, 1494, 1311, 1509]
directory-entry: — Suhr, Jacob, TF Heinr. Flügge, ☎ C6 Nik 2372, Pastorenstr. 20, ☒ 3	[764, 820, 1043, 851]
left-page-text-fragment: 2618,	[49, 1888, 84, 1902]
left-page-text-fragment: 39	[68, 997, 84, 1011]
directory-entry: — R., Schlosser, Moorweidenstr. 34, ☒ 13	[152, 1901, 397, 1916]
directory-entry: — Herm., Kaufm., Lübeckerthor 16, 1	[764, 658, 987, 673]
directory-entry: Suhrhof, A., Komponist, Osterstr. 87, ☒ 19	[1070, 1351, 1320, 1366]
directory-entry: Suhl, Wwe., D., Hammerbrookstr. 84, ☒ 1	[152, 1980, 397, 1995]
directory-entry: — Heinr., Arbtr., Repsoldstr 115, H. 1, ☒ 1	[764, 421, 1015, 436]
directory-entry: — Otto, Schriftgiesser, Wagnerstr. 130	[458, 627, 685, 642]
directory-entry: — Wwe. W., beim alten Schützenhof 24/26, H. 13, ☒ 22	[1070, 2031, 1323, 2062]
directory-entry: — Paul, Maurer, Hamburgerstr 172, H. 4	[152, 992, 393, 1007]
directory-entry: — Wwe. Ella, Alsterstr. Lupinenkamp 22	[458, 1440, 696, 1455]
directory-entry: — Th., Maurer, Loogestieg 19, ☒ 20	[764, 1924, 976, 1939]
directory-entry: — H. A., ☒ 23	[764, 1877, 846, 1892]
directory-entry: — Frl. Ella, Wandsbeckersteg 17, ☒ 24	[458, 1424, 687, 1439]
directory-entry: Süsskind, Abr., Kaufmann, BCto: Dresdn B, PSch. 53562, ☎ M 2474, Parkallee 29, ☒ 37	[152, 524, 434, 571]
directory-entry: — Ernst, Justizinspektor, Fuhlsbüttelerstrasse 116, ☒ 33	[152, 1119, 423, 1149]
left-page-text-fragment: 33	[68, 931, 84, 945]
directory-entry: Sütel, Paul, Hammersteindamm 79, ☒ 23	[152, 1632, 394, 1647]
left-page-text-fragment: 4 Da	[55, 2020, 84, 2034]
directory-entry: — Wilh., Neuwäscherei, ☎ No 6648, Tresckowstr. 54, ☒ 19	[1070, 279, 1287, 310]
directory-entry: — K., Kaufm., St. Georgskirchhof 7, ☒ 5	[152, 1790, 388, 1805]
directory-entry: — Herm., Arbtr., Fuhlsbüttelerstr. 171	[764, 611, 990, 626]
column-divider	[451, 248, 452, 2078]
